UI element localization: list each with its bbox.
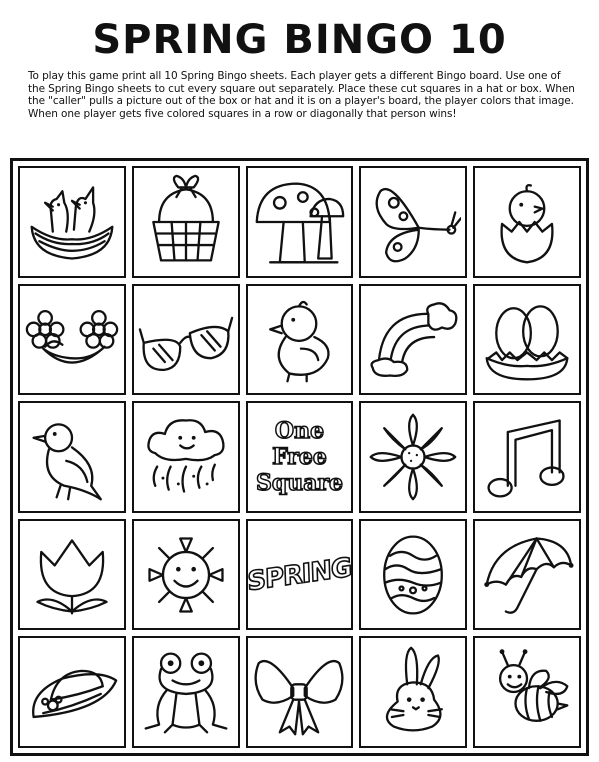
free-square-line3: Square [255,469,344,496]
bingo-square-rainbow[interactable] [359,284,467,396]
rainbow-icon [365,291,461,387]
bingo-square-sunglasses[interactable] [132,284,240,396]
tulip-icon [24,527,120,623]
bingo-square-tulip[interactable] [18,519,126,631]
page-title: SPRING BINGO 10 [92,17,507,63]
bingo-square-birds-nest[interactable] [18,166,126,278]
free-square[interactable] [246,401,354,513]
bingo-square-bird[interactable] [18,401,126,513]
bingo-square-butterfly[interactable] [359,166,467,278]
bingo-square-bunny[interactable] [359,636,467,748]
instructions-text: To play this game print all 10 Spring Bingo sheets. Each player gets a different Bingo board. Use one of the Spring Bingo sheets to cut every square out separately. Place these cut squares in a hat or box. When the "caller" pulls a picture out of the box or hat and it is on a player's board, the player colors that image. When one player gets five colored squares in a row or diagonally that person wins! [28,70,575,120]
bingo-square-daisy[interactable] [359,401,467,513]
bingo-square-basket[interactable] [132,166,240,278]
sun-icon [138,527,234,623]
basket-icon [138,174,234,270]
frog-icon [138,644,234,740]
spring-word-art: SPRING [247,552,352,597]
bee-icon [479,644,575,740]
bingo-square-sun-hat[interactable] [18,636,126,748]
hatching-chick-icon [479,174,575,270]
bingo-square-frog[interactable] [132,636,240,748]
flower-bird-icon [24,291,120,387]
birds-nest-icon [24,174,120,270]
music-note-icon [479,409,575,505]
bingo-board [10,158,589,756]
bow-icon [251,644,347,740]
umbrella-icon [479,527,575,623]
free-square-line1: One [274,417,325,444]
chick-icon [251,291,347,387]
bingo-square-chick[interactable] [246,284,354,396]
bingo-square-mushrooms[interactable] [246,166,354,278]
sunglasses-icon [138,291,234,387]
mushrooms-icon [251,174,347,270]
eggs-nest-icon [479,291,575,387]
bingo-square-flower-bird[interactable] [18,284,126,396]
bingo-square-eggs-nest[interactable] [473,284,581,396]
bingo-square-bee[interactable] [473,636,581,748]
bird-icon [24,409,120,505]
bunny-icon [365,644,461,740]
bingo-square-bow[interactable] [246,636,354,748]
bingo-square-sun[interactable] [132,519,240,631]
bingo-square-rain-cloud[interactable] [132,401,240,513]
bingo-square-easter-egg[interactable] [359,519,467,631]
daisy-icon [365,409,461,505]
bingo-square-umbrella[interactable] [473,519,581,631]
bingo-square-hatching-chick[interactable] [473,166,581,278]
bingo-square-music-note[interactable] [473,401,581,513]
rain-cloud-icon [138,409,234,505]
bingo-square-spring-word[interactable] [246,519,354,631]
free-square-line2: Free [272,443,327,470]
sun-hat-icon [24,644,120,740]
butterfly-icon [365,174,461,270]
easter-egg-icon [365,527,461,623]
